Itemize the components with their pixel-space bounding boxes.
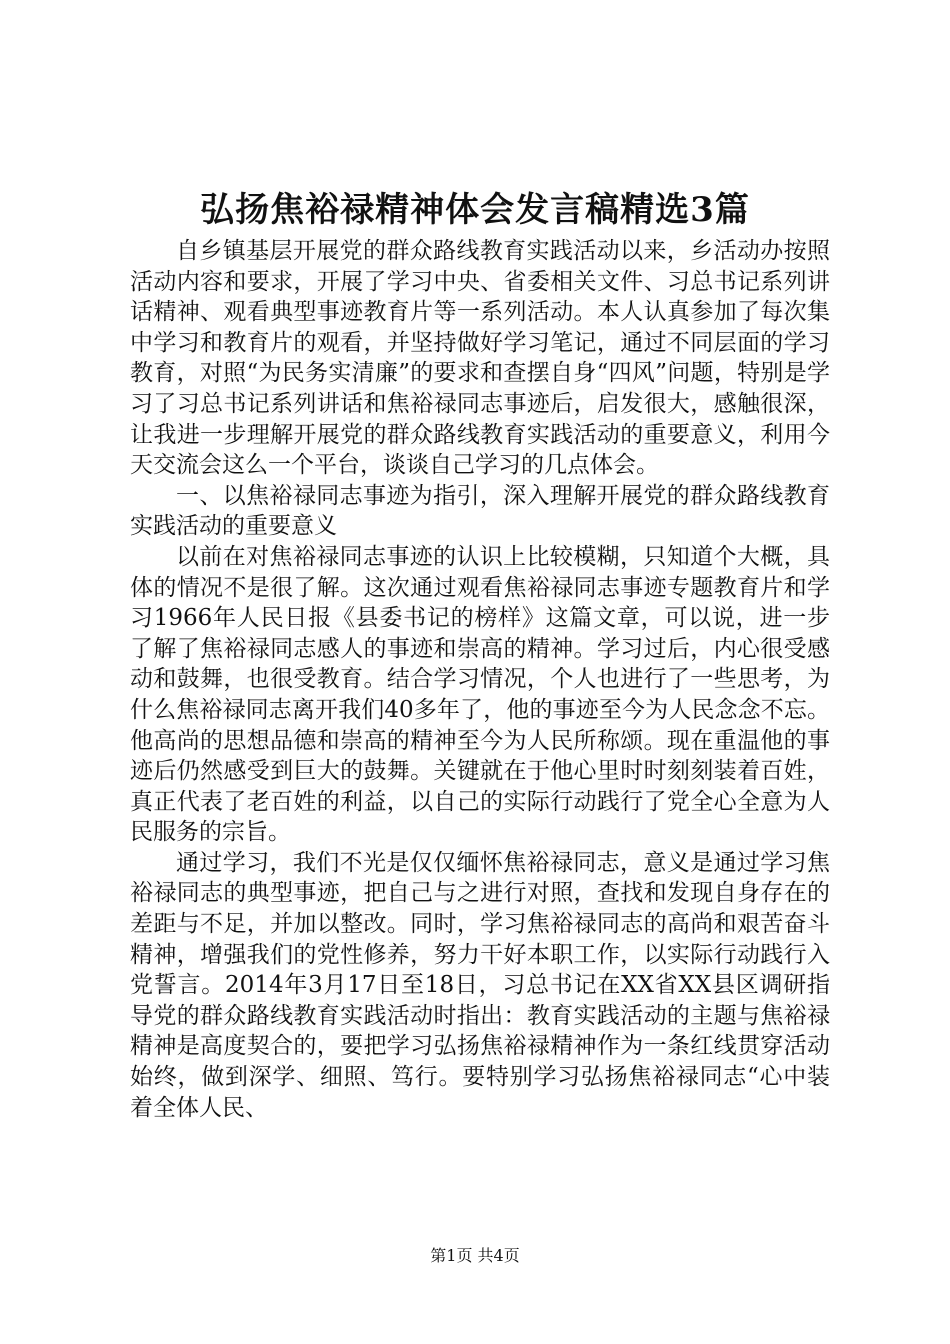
paragraph-intro: 自乡镇基层开展党的群众路线教育实践活动以来，乡活动办按照活动内容和要求，开展了学习中央、省委相关文件、习总书记系列讲话精神、观看典型事迹教育片等一系列活动。本人认真参加了每次集中学习和教育片的观看，并坚持做好学习笔记，通过不同层面的学习教育，对照“为民务实清廉”的要求和查摆自身“四风”问题，特别是学习了习总书记系列讲话和焦裕禄同志事迹后，启发很大，感触很深，让我进一步理解开展党的群众路线教育实践活动的重要意义，利用今天交流会这么一个平台，谈谈自己学习的几点体会。 [130,238,830,479]
page-footer: 第1页 共4页 [430,1246,520,1265]
paragraph-study: 通过学习，我们不光是仅仅缅怀焦裕禄同志，意义是通过学习焦裕禄同志的典型事迹，把自己与之进行对照，查找和发现自身存在的差距与不足，并加以整改。同时，学习焦裕禄同志的高尚和艰苦奋斗精神，增强我们的党性修养，努力干好本职工作，以实际行动践行入党誓言。2014年3月17日至18日，习总书记在XX省XX县区调研指导党的群众路线教育实践活动时指出：教育实践活动的主题与焦裕禄精神是高度契合的，要把学习弘扬焦裕禄精神作为一条红线贯穿活动始终，做到深学、细照、笃行。要特别学习弘扬焦裕禄同志“心中装着全体人民、 [130,849,830,1121]
paragraph-reflection: 以前在对焦裕禄同志事迹的认识上比较模糊，只知道个大概，具体的情况不是很了解。这次通过观看焦裕禄同志事迹专题教育片和学习1966年人民日报《县委书记的榜样》这篇文章，可以说，进一步了解了焦裕禄同志感人的事迹和崇高的精神。学习过后，内心很受感动和鼓舞，也很受教育。结合学习情况，个人也进行了一些思考，为什么焦裕禄同志离开我们40多年了，他的事迹至今为人民念念不忘。他高尚的思想品德和崇高的精神至今为人民所称颂。现在重温他的事迹后仍然感受到巨大的鼓舞。关键就在于他心里时时刻刻装着百姓，真正代表了老百姓的利益，以自己的实际行动践行了党全心全意为人民服务的宗旨。 [130,543,830,846]
paragraph-heading-one: 一、以焦裕禄同志事迹为指引，深入理解开展党的群众路线教育实践活动的重要意义 [130,482,830,540]
document-body [130,236,830,1123]
document-title: 弘扬焦裕禄精神体会发言稿精选3篇 [200,190,750,230]
